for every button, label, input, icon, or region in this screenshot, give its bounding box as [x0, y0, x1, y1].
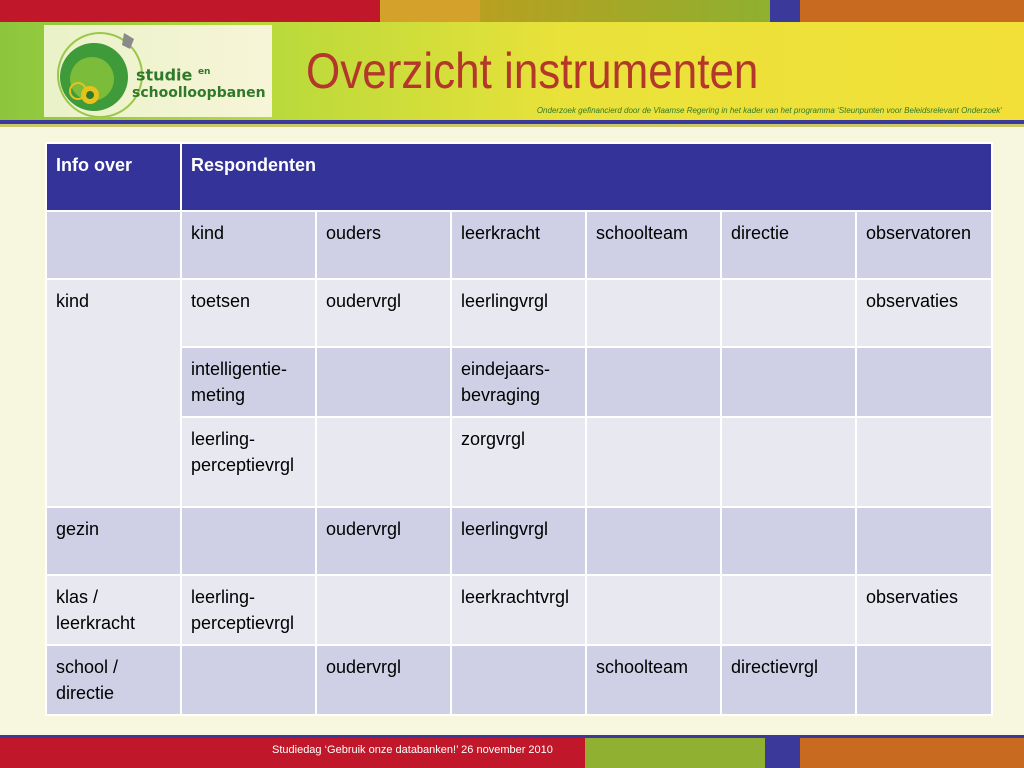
row-label-gezin: gezin: [46, 507, 181, 575]
column-label-leerkracht: leerkracht: [451, 211, 586, 279]
table-cell: oudervrgl: [316, 279, 451, 347]
slide-header: [0, 22, 1024, 120]
table-cell: leerling-perceptievrgl: [181, 575, 316, 645]
table-cell: oudervrgl: [316, 645, 451, 715]
table-cell: [856, 645, 992, 715]
footer-text: Studiedag ‘Gebruik onze databanken!’ 26 november 2010: [272, 744, 553, 756]
table-cell: [316, 417, 451, 507]
table-row: [46, 347, 992, 417]
table-cell: [586, 347, 721, 417]
header-info-over: Info over: [46, 143, 181, 211]
table-row: [46, 645, 992, 715]
table-cell: [856, 347, 992, 417]
table-cell: directievrgl: [721, 645, 856, 715]
table-header-row: [46, 143, 992, 211]
table-cell: oudervrgl: [316, 507, 451, 575]
column-label-observatoren: observatoren: [856, 211, 992, 279]
table-cell: [721, 575, 856, 645]
table-cell: [856, 507, 992, 575]
table-cell: [721, 279, 856, 347]
column-label-directie: directie: [721, 211, 856, 279]
table-cell: zorgvrgl: [451, 417, 586, 507]
table-cell: [721, 417, 856, 507]
table-row: [46, 575, 992, 645]
table-cell: leerling-perceptievrgl: [181, 417, 316, 507]
table-cell: toetsen: [181, 279, 316, 347]
table-cell: observaties: [856, 279, 992, 347]
table-cell: [451, 645, 586, 715]
column-label-schoolteam: schoolteam: [586, 211, 721, 279]
table-cell: schoolteam: [586, 645, 721, 715]
table-row: [46, 279, 992, 347]
table-cell: [316, 575, 451, 645]
header-divider-accent: [0, 124, 1024, 127]
logo: [44, 25, 272, 117]
page-subtitle: Onderzoek gefinancierd door de Vlaamse Regering in het kader van het programma ‘Steunpunten voor Beleidsrelevant Onderzoek’: [536, 106, 1002, 115]
table-cell: [721, 347, 856, 417]
row-label-klas-leerkracht: klas / leerkracht: [46, 575, 181, 645]
row-label-school-directie: school / directie: [46, 645, 181, 715]
table-cell: [586, 279, 721, 347]
logo-text: studie $^{en}$ schoolloopbanen: [132, 65, 266, 102]
top-color-bar: [0, 0, 1024, 22]
row-label-kind: kind: [46, 279, 181, 507]
page-title: Overzicht instrumenten: [306, 43, 759, 99]
table-cell: leerlingvrgl: [451, 279, 586, 347]
table-row: [46, 417, 992, 507]
table-cell: [181, 645, 316, 715]
table-cell: observaties: [856, 575, 992, 645]
table-cell: [856, 417, 992, 507]
table-cell: [721, 507, 856, 575]
table-cell: [46, 211, 181, 279]
column-label-ouders: ouders: [316, 211, 451, 279]
table-cell: eindejaars-bevraging: [451, 347, 586, 417]
table-cell: [586, 417, 721, 507]
header-respondenten: Respondenten: [181, 143, 992, 211]
table-cell: [586, 507, 721, 575]
instruments-table: [45, 142, 993, 716]
table-cell: [316, 347, 451, 417]
table-row: [46, 507, 992, 575]
table-cell: intelligentie-meting: [181, 347, 316, 417]
table-cell: [181, 507, 316, 575]
table-cell: leerlingvrgl: [451, 507, 586, 575]
table-cell: leerkrachtvrgl: [451, 575, 586, 645]
table-cell: [586, 575, 721, 645]
respondent-columns-row: [46, 211, 992, 279]
column-label-kind: kind: [181, 211, 316, 279]
